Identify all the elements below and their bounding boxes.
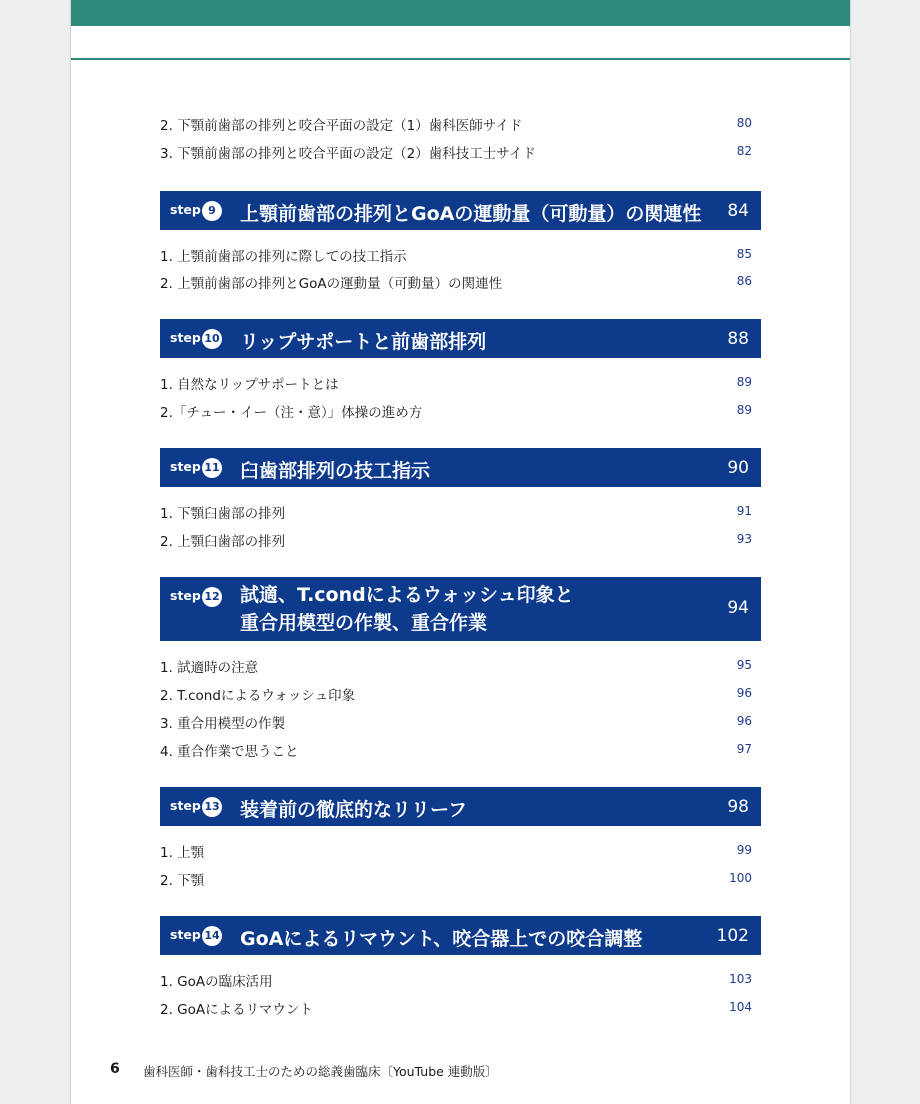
step-heading-9[interactable] <box>160 191 761 230</box>
toc-entry[interactable] <box>160 526 752 554</box>
toc-entry[interactable] <box>160 110 752 138</box>
footer-page-number: 6 <box>110 1061 120 1077</box>
header-band <box>71 0 850 26</box>
toc-entry-page: 91 <box>736 504 752 518</box>
toc-entry-page: 85 <box>736 247 752 261</box>
step-title-line-2: 重合用模型の作製、重合作業 <box>240 612 488 634</box>
toc-entry-page: 96 <box>736 714 752 728</box>
toc-entry[interactable] <box>160 369 752 397</box>
step-number-badge: 13 <box>202 797 222 817</box>
toc-entry[interactable] <box>160 708 752 736</box>
toc-entry-page: 96 <box>736 686 752 700</box>
step-page: 88 <box>727 329 749 349</box>
step-number-badge: 14 <box>202 926 222 946</box>
footer-book-title: 歯科医師・歯科技工士のための総義歯臨床〔YouTube 連動版〕 <box>143 1064 498 1079</box>
step-title-line-1: 試適、T.condによるウォッシュ印象と <box>240 584 574 606</box>
step-page: 98 <box>727 797 749 817</box>
toc-entry-title: 2. T.condによるウォッシュ印象 <box>160 688 356 704</box>
toc-entry-page: 89 <box>736 375 752 389</box>
step-heading-14[interactable] <box>160 916 761 955</box>
toc-entry-title: 4. 重合作業で思うこと <box>160 744 299 760</box>
toc-entry[interactable] <box>160 865 752 893</box>
toc-entry-page: 97 <box>736 742 752 756</box>
toc-entry-title: 2. GoAによるリマウント <box>160 1002 313 1018</box>
step-title: 装着前の徹底的なリリーフ <box>240 799 468 821</box>
toc-entry-page: 100 <box>729 871 752 885</box>
toc-entry[interactable] <box>160 994 752 1022</box>
step-label: step <box>170 588 201 603</box>
toc-entry-title: 2.「チュー・イー（注・意）」体操の進め方 <box>160 405 423 421</box>
toc-entry[interactable] <box>160 397 752 425</box>
step-label: step <box>170 202 201 217</box>
toc-entry-page: 80 <box>736 116 752 130</box>
header-rule <box>71 58 850 60</box>
toc-entry-title: 3. 下顎前歯部の排列と咬合平面の設定（2）歯科技工士サイド <box>160 146 536 162</box>
toc-entry-title: 2. 下顎前歯部の排列と咬合平面の設定（1）歯科医師サイド <box>160 118 523 134</box>
step-number-badge: 10 <box>202 329 222 349</box>
toc-entry[interactable] <box>160 966 752 994</box>
toc-entry-title: 1. 下顎臼歯部の排列 <box>160 506 286 522</box>
step-number-badge: 9 <box>202 201 222 221</box>
toc-entry[interactable] <box>160 268 752 296</box>
toc-entry-page: 89 <box>736 403 752 417</box>
toc-entry-title: 1. 上顎前歯部の排列に際しての技工指示 <box>160 249 407 265</box>
toc-entry[interactable] <box>160 736 752 764</box>
toc-entry-title: 2. 上顎臼歯部の排列 <box>160 534 286 550</box>
step-page: 84 <box>727 201 749 221</box>
step-title: リップサポートと前歯部排列 <box>240 331 487 353</box>
step-heading-13[interactable] <box>160 787 761 826</box>
toc-entry-title: 1. 自然なリップサポートとは <box>160 377 339 393</box>
toc-entry[interactable] <box>160 498 752 526</box>
toc-entry[interactable] <box>160 837 752 865</box>
toc-entry-title: 3. 重合用模型の作製 <box>160 716 286 732</box>
toc-entry-page: 93 <box>736 532 752 546</box>
toc-entry-page: 104 <box>729 1000 752 1014</box>
toc-entry[interactable] <box>160 680 752 708</box>
toc-entry[interactable] <box>160 241 752 269</box>
step-title: GoAによるリマウント、咬合器上での咬合調整 <box>240 928 643 950</box>
book-page <box>70 0 851 1104</box>
step-title: 上顎前歯部の排列とGoAの運動量（可動量）の関連性 <box>240 203 702 225</box>
step-number-badge: 11 <box>202 458 222 478</box>
step-title <box>240 581 574 637</box>
step-heading-10[interactable] <box>160 319 761 358</box>
step-page: 94 <box>727 598 749 618</box>
step-label: step <box>170 459 201 474</box>
step-heading-11[interactable] <box>160 448 761 487</box>
step-heading-12[interactable] <box>160 577 761 641</box>
toc-entry-title: 1. GoAの臨床活用 <box>160 974 273 990</box>
toc-entry-page: 86 <box>736 274 752 288</box>
step-page: 90 <box>727 458 749 478</box>
toc-entry[interactable] <box>160 652 752 680</box>
toc-entry-page: 103 <box>729 972 752 986</box>
toc-entry-page: 95 <box>736 658 752 672</box>
step-page: 102 <box>716 926 749 946</box>
toc-entry-title: 1. 試適時の注意 <box>160 660 259 676</box>
step-title: 臼歯部排列の技工指示 <box>240 460 431 482</box>
step-label: step <box>170 927 201 942</box>
toc-entry-title: 2. 下顎 <box>160 873 205 889</box>
toc-entry[interactable] <box>160 138 752 166</box>
step-label: step <box>170 330 201 345</box>
toc-entry-title: 1. 上顎 <box>160 845 205 861</box>
toc-entry-page: 82 <box>736 144 752 158</box>
toc-entry-page: 99 <box>736 843 752 857</box>
step-number-badge: 12 <box>202 587 222 607</box>
toc-entry-title: 2. 上顎前歯部の排列とGoAの運動量（可動量）の関連性 <box>160 276 503 292</box>
step-label: step <box>170 798 201 813</box>
